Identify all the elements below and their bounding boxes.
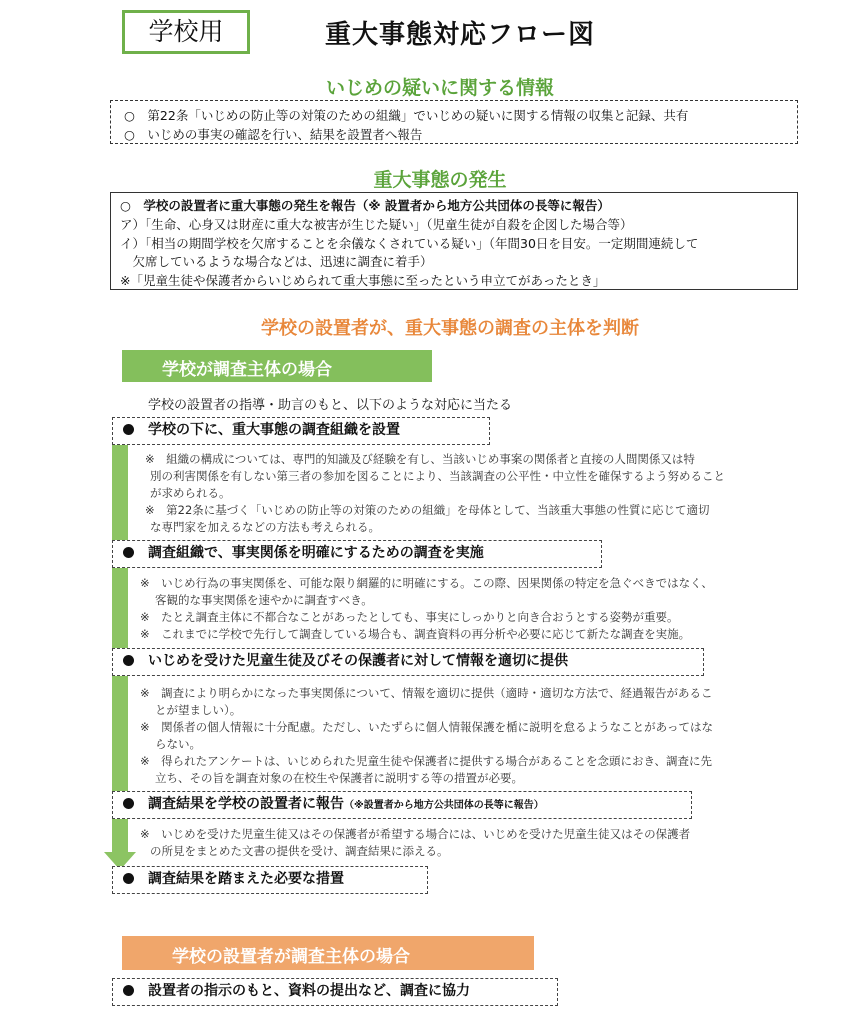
step-necessary-measures — [112, 866, 428, 894]
school-case-bar-label: 学校が調査主体の場合 — [162, 360, 332, 380]
step-conduct-investigation — [112, 540, 602, 568]
step-label: 設置者の指示のもと、資料の提出など、調査に協力 — [148, 983, 470, 999]
step3-note-1: ※ 調査により明らかになった事実関係について、情報を適切に提供（適時・適切な方法で、経過報告があるこ — [140, 686, 713, 700]
suspicion-line-2: ○ いじめの事実の確認を行い、結果を設置者へ報告 — [124, 127, 423, 142]
bullet-icon — [123, 424, 134, 435]
step-provide-information — [112, 648, 704, 676]
step4-note-2: の所見をまとめた文書の提供を受け、調査結果に添える。 — [150, 844, 449, 858]
occurrence-line-4: 欠席しているような場合などは、迅速に調査に着手） — [120, 254, 433, 269]
step3-note-5: ※ 得られたアンケートは、いじめられた児童生徒や保護者に提供する場合があることを念頭におき、調査に先 — [140, 754, 712, 768]
section-heading-occurrence: 重大事態の発生 — [373, 169, 507, 191]
step1-note-1: ※ 組織の構成については、専門的知識及び経験を有し、当該いじめ事案の関係者と直接の人間関係又は特 — [145, 452, 695, 466]
step-cooperate-investigation — [112, 978, 558, 1006]
step3-note-2: とが望ましい）。 — [155, 703, 242, 717]
step-set-up-organization — [112, 417, 490, 445]
school-case-intro: 学校の設置者の指導・助言のもと、以下のような対応に当たる — [148, 398, 513, 413]
step-label: 調査組織で、事実関係を明確にするための調査を実施 — [148, 545, 484, 561]
step-label: 調査結果を学校の設置者に報告 — [148, 796, 344, 812]
bullet-icon — [123, 985, 134, 996]
step-label: 調査結果を踏まえた必要な措置 — [148, 871, 344, 887]
step2-note-1: ※ いじめ行為の事実関係を、可能な限り網羅的に明確にする。この際、因果関係の特定を急ぐべきではなく、 — [140, 576, 713, 590]
step2-note-4: ※ これまでに学校で先行して調査している場合も、調査資料の再分析や必要に応じて新たな調査を実施。 — [140, 627, 691, 641]
suspicion-line-1: ○ 第22条「いじめの防止等の対策のための組織」でいじめの疑いに関する情報の収集と記録、共有 — [124, 108, 689, 123]
school-case-bar — [122, 350, 432, 382]
section-heading-suspicion: いじめの疑いに関する情報 — [325, 77, 554, 99]
page-title: 重大事態対応フロー図 — [324, 20, 595, 50]
step1-note-3: が求められる。 — [150, 486, 231, 500]
step4-note-1: ※ いじめを受けた児童生徒又はその保護者が希望する場合には、いじめを受けた児童生徒又はその保護者 — [140, 827, 691, 841]
occurrence-line-3: イ）「相当の期間学校を欠席することを余儀なくされている疑い」（年間30日を目安。一定期間連続して — [120, 236, 699, 251]
step-report-results — [112, 791, 692, 819]
bullet-icon — [123, 798, 134, 809]
step-label-note: （※設置者から地方公共団体の長等に報告） — [344, 800, 544, 811]
step-label: 学校の下に、重大事態の調査組織を設置 — [148, 422, 400, 438]
school-use-tag: 学校用 — [122, 10, 250, 54]
occurrence-line-5: ※「児童生徒や保護者からいじめられて重大事態に至ったという申立てがあったとき」 — [120, 273, 606, 288]
judgement-heading: 学校の設置者が、重大事態の調査の主体を判断 — [261, 318, 639, 339]
bullet-icon — [123, 873, 134, 884]
occurrence-line-1: ○ 学校の設置者に重大事態の発生を報告（※ 設置者から地方公共団体の長等に報告） — [120, 198, 610, 213]
step3-note-3: ※ 関係者の個人情報に十分配慮。ただし、いたずらに個人情報保護を楯に説明を怠るようなことがあってはな — [140, 720, 714, 734]
bullet-icon — [123, 655, 134, 666]
step1-note-2: 別の利害関係を有しない第三者の参加を図ることにより、当該調査の公平性・中立性を確保するよう努めること — [150, 469, 725, 483]
bullet-icon — [123, 547, 134, 558]
step1-note-4: ※ 第22条に基づく「いじめの防止等の対策のための組織」を母体として、当該重大事態の性質に応じて適切 — [145, 503, 710, 517]
step2-note-2: 客観的な事実関係を速やかに調査すべき。 — [155, 593, 373, 607]
step3-note-6: 立ち、その旨を調査対象の在校生や保護者に説明する等の措置が必要。 — [155, 771, 523, 785]
step3-note-4: らない。 — [155, 737, 201, 751]
step1-note-5: な専門家を加えるなどの方法も考えられる。 — [150, 520, 380, 534]
founder-case-bar — [122, 936, 534, 970]
founder-case-bar-label: 学校の設置者が調査主体の場合 — [172, 947, 410, 967]
step2-note-3: ※ たとえ調査主体に不都合なことがあったとしても、事実にしっかりと向き合おうとする姿勢が重要。 — [140, 610, 679, 624]
step-label: いじめを受けた児童生徒及びその保護者に対して情報を適切に提供 — [148, 653, 568, 669]
occurrence-line-2: ア）「生命、心身又は財産に重大な被害が生じた疑い」（児童生徒が自殺を企図した場合等） — [120, 217, 633, 232]
